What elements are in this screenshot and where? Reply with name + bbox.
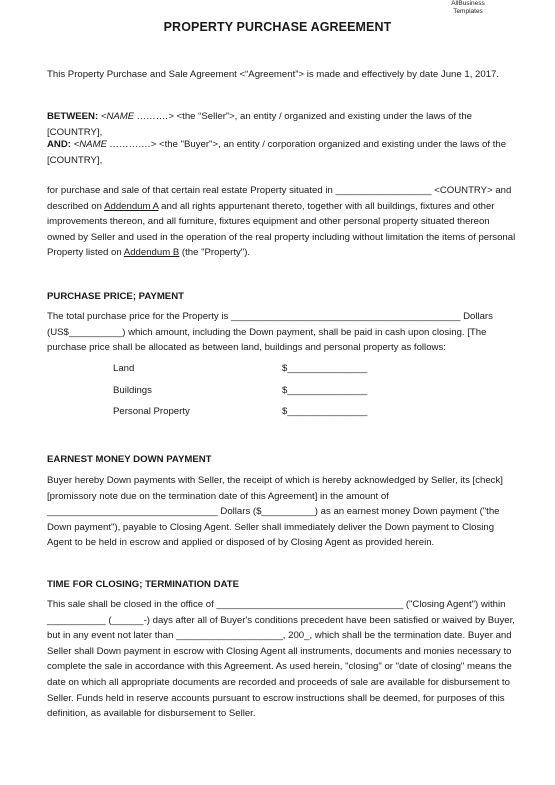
and-paragraph	[47, 137, 517, 168]
earnest-money-paragraph: Buyer hereby Down payments with Seller, the receipt of which is hereby acknowledged by Seller, its [check] [promissory note due on the termination date of this Agreement] in the amount of ________________________________ Dollars ($__________) as an earnest money Down payment ("the Down payment"), payable to Closing Agent. Seller shall immediately deliver the Down payment to Closing Agent to be held in escrow and applied or disposed of by Closing Agent as provided herein.	[47, 475, 503, 549]
logo-line-2: Templates	[453, 7, 483, 15]
logo-line-1: AllBusiness	[451, 0, 485, 7]
purchase-price-heading: PURCHASE PRICE; PAYMENT	[47, 291, 184, 302]
and-text: <the "Buyer">, an entity / corporation organized and existing under the laws of the [COUNTRY],	[47, 139, 507, 166]
allocation-value: $_______________	[282, 363, 368, 374]
intro-paragraph: This Property Purchase and Sale Agreement <“Agreement”> is made and effectively by date June 1, 2017.	[47, 69, 500, 80]
allocation-label: Buildings	[113, 385, 152, 396]
between-paragraph	[47, 109, 517, 140]
closing-heading: TIME FOR CLOSING; TERMINATION DATE	[47, 579, 240, 590]
buyer-name-placeholder: <NAME ………….>	[73, 139, 157, 150]
purpose-paragraph	[47, 183, 517, 261]
addendum-b-link: Addendum B	[123, 247, 180, 259]
and-label: AND:	[47, 139, 71, 150]
allocation-value: $_______________	[282, 385, 368, 396]
earnest-money-heading: EARNEST MONEY DOWN PAYMENT	[47, 454, 212, 465]
closing-paragraph: This sale shall be closed in the office of ___________________________________ ("Closing Agent") within ___________ (______-) days after all of Buyer's conditions precedent have been satisfied or waived by Buyer, but in any event not later than ____________________, 200_, which shall be the termination date. Buyer and Seller shall Down payment in escrow with Closing Agent all instruments, documents and monies necessary to complete the sale in accordance with this Agreement. As used herein, "closing" or "date of closing" means the date on which all appropriate documents are recorded and proceeds of sale are available for disbursement to Seller. Funds held in reserve accounts pursuant to escrow instructions shall be deemed, for purposes of this definition, as available for disbursement to Seller.	[47, 599, 515, 720]
purpose-text-2: and all rights appurtenant thereto, together with all buildings, fixtures and other improvements thereon, and all furniture, fixtures equipment and other personal property situated thereon owned by Seller and used in the operation of the real property including without limitation the items of personal Property listed on	[47, 200, 516, 259]
purchase-price-paragraph: The total purchase price for the Property is ___________________________________________ Dollars (US$__________) which amount, including the Down payment, shall be paid in cash upon closing. [The purchase price shall be allocated as between land, buildings and personal property as follows:	[47, 311, 493, 354]
addendum-a-link: Addendum A	[104, 200, 159, 212]
allocation-label: Land	[113, 363, 135, 374]
purpose-text-3: (the "Property").	[179, 247, 251, 259]
seller-name-placeholder: <NAME ……….>	[100, 111, 174, 122]
allocation-label: Personal Property	[113, 406, 190, 417]
between-label: BETWEEN:	[47, 111, 99, 122]
between-text: <the “Seller”>, an entity / organized and existing under the laws of the [COUNTRY],	[47, 111, 473, 138]
purpose-text-1: for purchase and sale of that certain real estate Property situated in __________________ <COUNTRY> and described on	[47, 185, 512, 212]
allocation-value: $_______________	[282, 406, 368, 417]
brand-logo	[438, 0, 498, 15]
document-title: PROPERTY PURCHASE AGREEMENT	[163, 20, 392, 34]
